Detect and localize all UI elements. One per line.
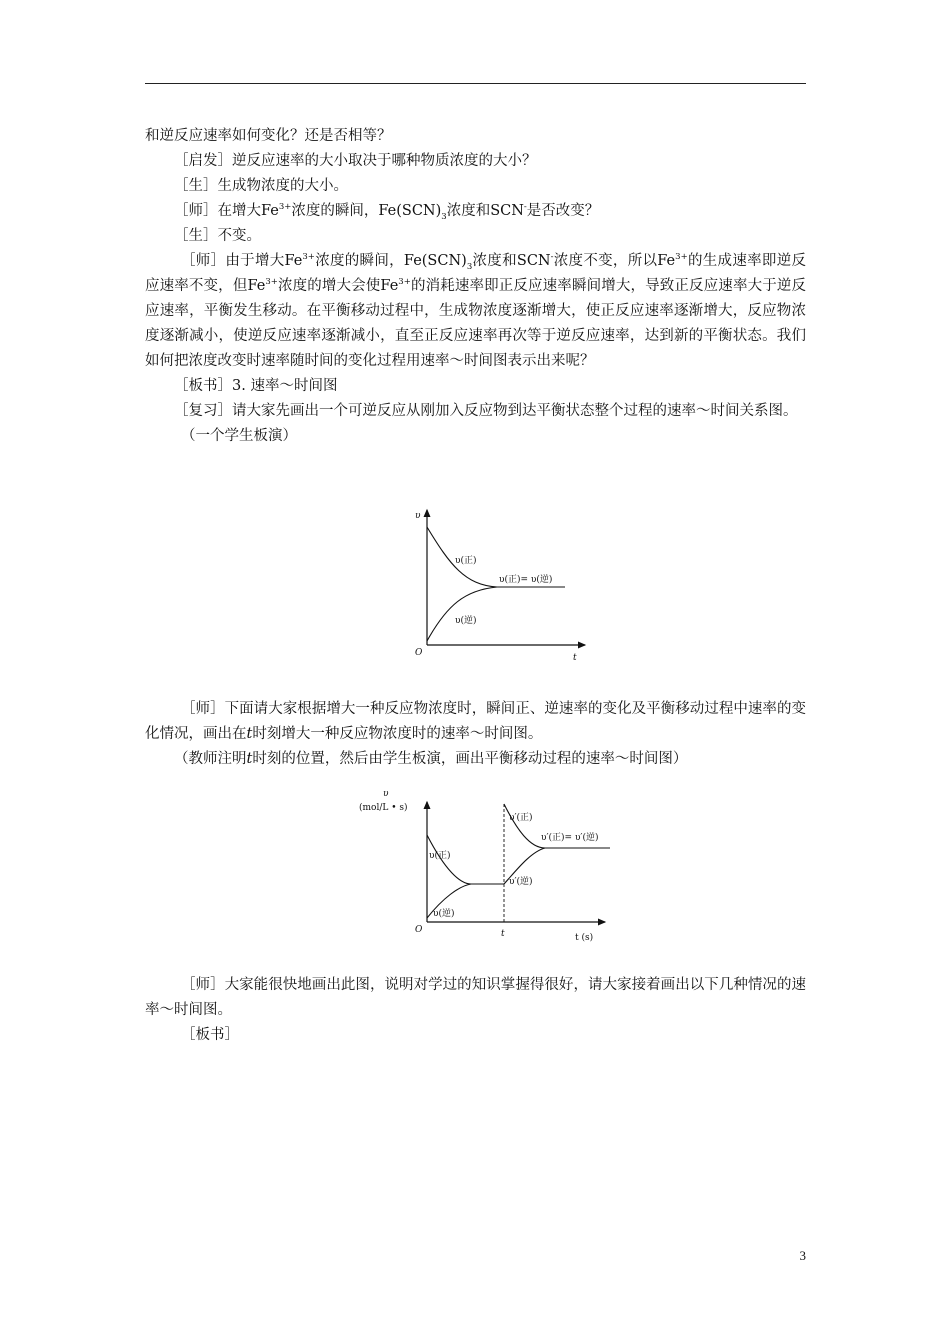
reverse-rate-label: υ(逆) — [455, 616, 477, 626]
y-axis-unit: (mol/L • s) — [359, 803, 408, 813]
text-block-3 — [145, 973, 806, 1048]
x-axis-label: t (s) — [575, 933, 594, 943]
paragraph: （教师注明t时刻的位置，然后由学生板演，画出平衡移动过程的速率～时间图） — [174, 751, 688, 767]
reverse-rate-curve — [427, 587, 497, 641]
paragraph: ［师］大家能很快地画出此图，说明对学过的知识掌握得很好，请大家接着画出以下几种情况的速率～时间图。 — [145, 977, 806, 1018]
paragraph: ［复习］请大家先画出一个可逆反应从刚加入反应物到达平衡状态整个过程的速率～时间关系图。 — [174, 403, 798, 419]
page-number: 3 — [799, 1248, 806, 1263]
reverse-rate-label-new: υ′(逆) — [509, 877, 533, 887]
paragraph: ［师］下面请大家根据增大一种反应物浓度时，瞬间正、逆速率的变化及平衡移动过程中速率的变化情况，画出在t时刻增大一种反应物浓度时的速率～时间图。 — [145, 701, 806, 742]
forward-rate-label-new: υ′(正) — [509, 813, 533, 823]
forward-rate-label: υ(正) — [455, 556, 477, 566]
text-block-2 — [145, 697, 806, 772]
forward-rate-label: υ(正) — [429, 851, 451, 861]
paragraph: ［板书］ — [181, 1027, 239, 1043]
paragraph: （一个学生板演） — [181, 428, 297, 444]
paragraph: ［师］在增大$Fe^{3+}$浓度的瞬间，$Fe(SCN)_3$浓度和SCN-是否改变？ — [174, 202, 600, 222]
paragraph: 和逆反应速率如何变化？还是否相等？ — [145, 128, 392, 144]
paragraph: ［生］不变。 — [174, 228, 261, 244]
text-block-1 — [145, 124, 806, 449]
equal-rate-label-new: υ′(正)= υ′(逆) — [541, 833, 599, 843]
paragraph: ［板书］3. 速率～时间图 — [174, 378, 338, 394]
y-axis-label: υ — [415, 511, 421, 521]
forward-rate-curve-new — [504, 804, 545, 848]
origin-label: O — [415, 925, 423, 935]
figure-concentration-change-rate-time — [355, 780, 620, 948]
reverse-rate-label: υ(逆) — [433, 909, 455, 919]
t-mark-label: t — [501, 929, 505, 939]
y-axis-label: υ — [383, 789, 389, 799]
figure-equilibrium-rate-time — [405, 505, 595, 665]
paragraph: ［师］由于增大$Fe^{3+}$浓度的瞬间，$Fe(SCN)_3$浓度和SCN-浓度不变，所以$Fe^{3+}$的生成速率即逆反应速率不变，但$Fe^{3+}$浓度的增大会使$Fe^{3+}$的消耗速率即正反应速率瞬间增大，导致正反应速率大于逆反应速率，平衡发生移动。在平衡移动过程中，生成物浓度逐渐增大，使正反应速率逐渐增大，反应物浓度逐渐减小，使逆反应速率逐渐减小，直至正反应速率再次等于逆反应速率，达到新的平衡状态。我们如何把浓度改变时速率随时间的变化过程用速率～时间图表示出来呢？ — [145, 252, 806, 369]
header-rule — [145, 83, 806, 84]
equal-rate-label: υ(正)= υ(逆) — [499, 575, 553, 585]
paragraph: ［生］生成物浓度的大小。 — [174, 178, 348, 194]
origin-label: O — [415, 648, 423, 658]
paragraph: ［启发］逆反应速率的大小取决于哪种物质浓度的大小？ — [174, 153, 537, 169]
x-axis-label: t — [573, 653, 577, 663]
